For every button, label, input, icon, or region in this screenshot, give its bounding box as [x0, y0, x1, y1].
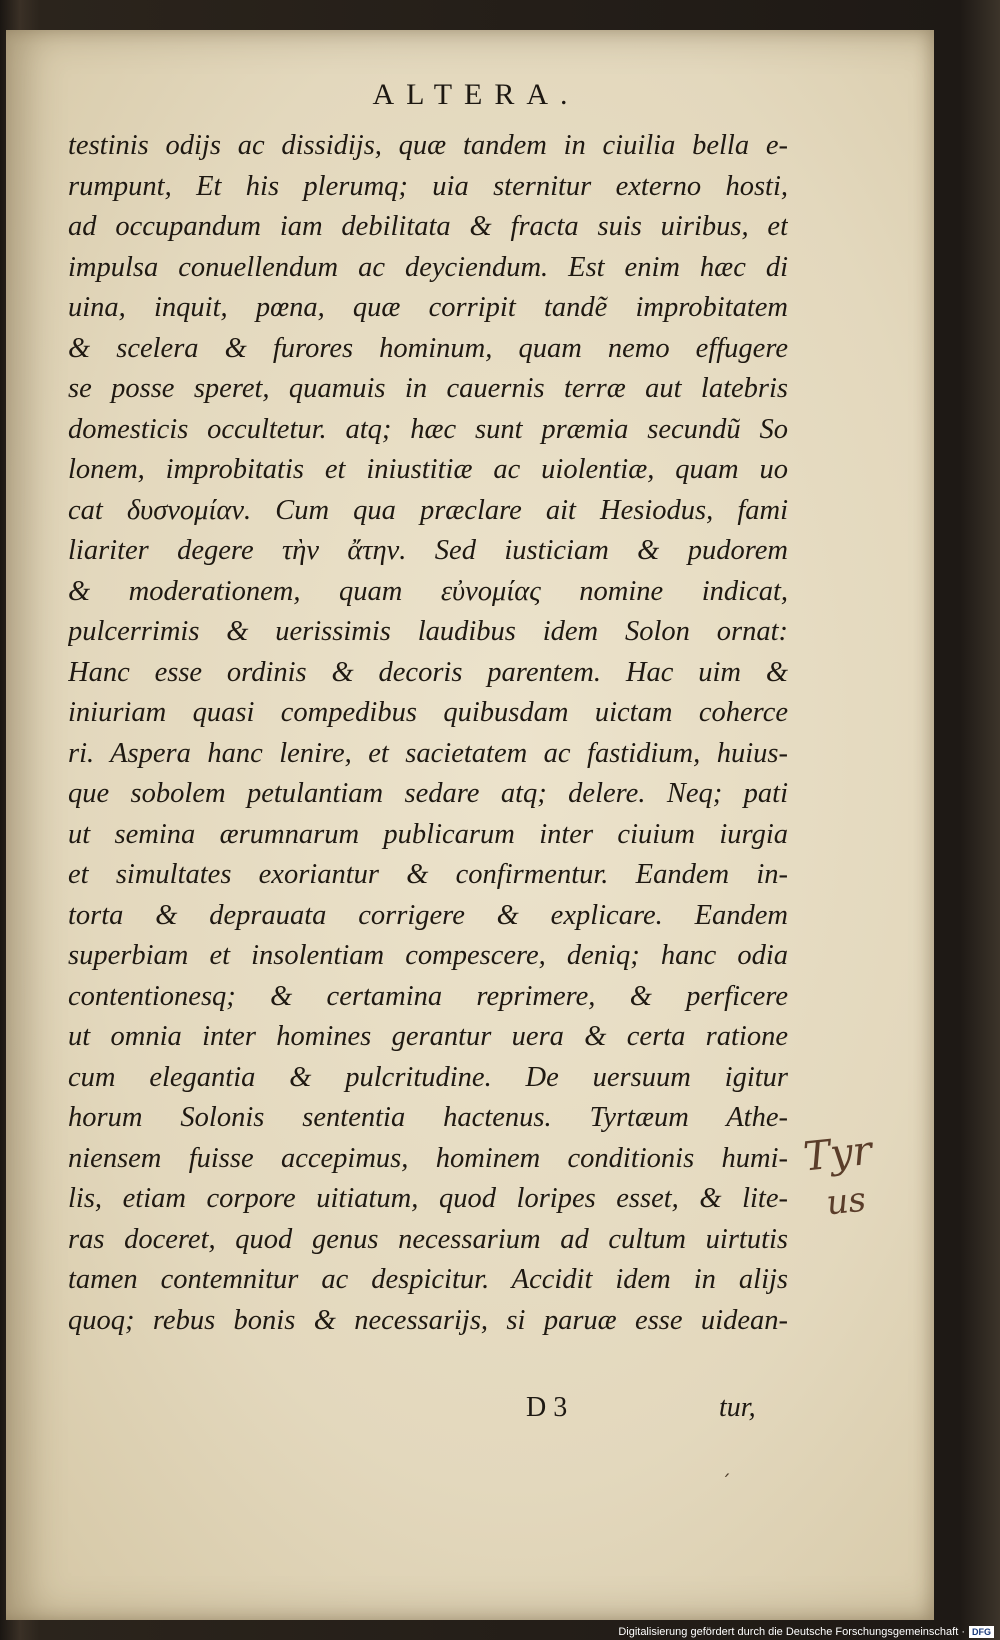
signature-mark: D 3: [526, 1392, 568, 1423]
text-line: tamen contemnitur ac despicitur. Accidit idem in alijs: [68, 1264, 788, 1295]
text-line: & moderationem, quam εὐνομίας nomine indicat,: [68, 575, 788, 607]
book-page: [6, 30, 934, 1620]
text-line: liariter degere τὴν ἄτην. Sed iusticiam & pudorem: [68, 535, 788, 566]
handwritten-margin-note: [801, 1127, 879, 1230]
text-line: rumpunt, Et his plerumq; uia sternitur externo hosti,: [68, 170, 788, 202]
credit-text: Digitalisierung gefördert durch die Deutsche Forschungsgemeinschaft ·: [618, 1626, 965, 1638]
text-line: iniuriam quasi compedibus quibusdam uictam coherce: [68, 697, 788, 728]
text-line: impulsa conuellendum ac deyciendum. Est enim hæc di: [68, 251, 788, 283]
text-line: lonem, improbitatis et iniustitiæ ac uiolentiæ, quam uo: [68, 454, 788, 485]
text-line: et simultates exoriantur & confirmentur. Eandem in-: [68, 859, 788, 890]
text-line: horum Solonis sententia hactenus. Tyrtæum Athe-: [68, 1102, 788, 1133]
text-line: uina, inquit, pœna, quæ corripit tandẽ improbitatem: [68, 292, 788, 323]
text-line: lis, etiam corpore uitiatum, quod loripes esset, & lite-: [68, 1183, 788, 1214]
text-line: ad occupandum iam debilitata & fracta suis uiribus, et: [68, 211, 788, 242]
text-line: cat δυσνομίαν. Cum qua præclare ait Hesiodus, fami: [68, 494, 788, 526]
text-line: quoq; rebus bonis & necessarijs, si paruæ esse uidean-: [68, 1304, 788, 1336]
dfg-logo: DFG: [969, 1626, 994, 1638]
body-text: [68, 126, 788, 1341]
text-line: superbiam et insolentiam compescere, deniq; hanc odia: [68, 940, 788, 971]
text-line: ut semina ærumnarum publicarum inter ciuium iurgia: [68, 818, 788, 850]
text-line: niensem fuisse accepimus, hominem conditionis humi-: [68, 1142, 788, 1174]
text-line: se posse speret, quamuis in cauernis terræ aut latebris: [68, 373, 788, 404]
running-title: ALTERA.: [372, 78, 580, 111]
text-line: pulcerrimis & uerissimis laudibus idem Solon ornat:: [68, 616, 788, 647]
text-line: Hanc esse ordinis & decoris parentem. Hac uim &: [68, 656, 788, 688]
text-line: contentionesq; & certamina reprimere, & perficere: [68, 980, 788, 1012]
text-line: torta & deprauata corrigere & explicare. Eandem: [68, 899, 788, 931]
text-line: ut omnia inter homines gerantur uera & certa ratione: [68, 1021, 788, 1052]
stray-ink-mark: ´: [721, 1470, 731, 1494]
text-line: & scelera & furores hominum, quam nemo effugere: [68, 332, 788, 364]
text-line: cum elegantia & pulcritudine. De uersuum igitur: [68, 1061, 788, 1093]
text-line: domesticis occultetur. atq; hæc sunt præmia secundũ So: [68, 413, 788, 445]
digitization-credit: [618, 1626, 994, 1638]
text-line: ri. Aspera hanc lenire, et sacietatem ac fastidium, huius-: [68, 737, 788, 769]
text-line: que sobolem petulantiam sedare atq; delere. Neq; pati: [68, 778, 788, 809]
margin-note-line-1: Tyr: [801, 1127, 875, 1181]
text-line: testinis odijs ac dissidijs, quæ tandem in ciuilia bella e-: [68, 130, 788, 161]
margin-note-line-2: us: [824, 1179, 868, 1224]
catchword: tur,: [719, 1392, 756, 1423]
text-line: ras doceret, quod genus necessarium ad cultum uirtutis: [68, 1223, 788, 1255]
